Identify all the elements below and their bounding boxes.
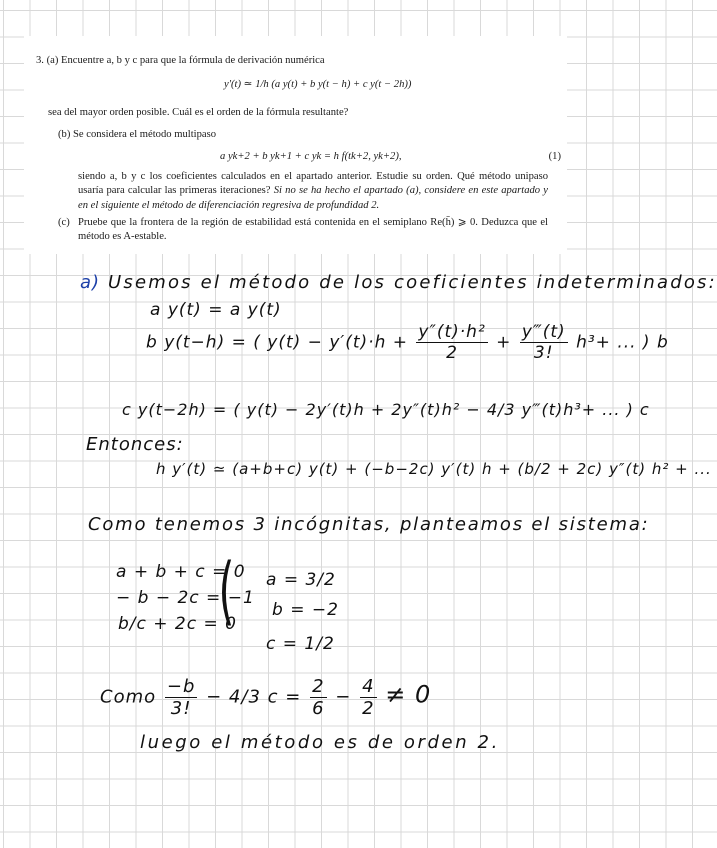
- not-equal-zero: ≠ 0: [385, 680, 432, 709]
- expansion-c: c y(t−2h) = ( y(t) − 2y′(t)h + 2y″(t)h² − 4/3 y‴(t)h³+ ... ) c: [122, 400, 650, 419]
- system-brace: (: [218, 548, 235, 634]
- system-eq-1: a + b + c = 0: [116, 562, 246, 582]
- system-eq-3: b/c + 2c = 0: [118, 614, 237, 634]
- method-intro: Usemos el método de los coeficientes indeterminados:: [108, 272, 717, 293]
- solution-b: b = −2: [272, 600, 339, 620]
- check-mid: − 4/3 c =: [206, 686, 302, 708]
- part-b-label: (b): [58, 129, 71, 140]
- equation-number: (1): [548, 151, 561, 162]
- part-a-text: Encuentre a, b y c para que la fórmula de derivación numérica: [61, 55, 325, 66]
- expansion-a: a y(t) = a y(t): [150, 300, 282, 320]
- expansion-b-lead: b y(t−h) = ( y(t) − y′(t)·h +: [146, 332, 409, 353]
- expansion-b-fraction-1: $\frac{\text{y″(t)·h²}}{2}$: [418, 322, 486, 363]
- solution-c: c = 1/2: [266, 634, 335, 654]
- part-a-label: (a): [46, 55, 59, 66]
- exercise-statement: [24, 36, 567, 254]
- check-fraction-1: $\frac{-b}{3!}$: [166, 676, 196, 719]
- problem-number: 3.: [36, 55, 44, 66]
- check-lead: Como: [100, 686, 157, 708]
- part-a-formula: y′(t) ≃ 1/h (a y(t) + b y(t − h) + c y(t − 2h)): [224, 79, 412, 90]
- part-c-label: (c): [58, 217, 70, 228]
- system-intro: Como tenemos 3 incógnitas, planteamos el sistema:: [88, 514, 650, 535]
- solution-a: a = 3/2: [266, 570, 336, 590]
- part-b-formula: a yk+2 + b yk+1 + c yk = h f(tk+2, yk+2),: [220, 151, 402, 162]
- conclusion: luego el método es de orden 2.: [140, 732, 500, 753]
- check-fraction-2: $\frac{2}{6}$: [312, 676, 325, 719]
- expansion-b-tail: h³+ ... ) b: [576, 332, 669, 353]
- check-term: Como $\frac{-b}{3!}$ − 4/3 c = $\frac{2}{6}$ − $\frac{4}{2}$ ≠ 0: [100, 676, 432, 719]
- part-a-after: sea del mayor orden posible. Cuál es el orden de la fórmula resultante?: [48, 107, 349, 118]
- answer-part-label: a): [80, 272, 101, 293]
- part-b-after: siendo a, b y c los coeficientes calculados en el apartado anterior. Estudie su orden. Qué método unipaso usaría para calcular las primeras iteraciones?: [78, 171, 548, 197]
- part-c-text: Pruebe que la frontera de la región de estabilidad está contenida en el semiplano Re(h̄) ⩾ 0. Deduzca que el método es A-estable.: [78, 217, 548, 243]
- part-b-text: Se considera el método multipaso: [73, 129, 217, 140]
- expansion-b: b y(t−h) = ( y(t) − y′(t)·h + $\frac{\text{y″(t)·h²}}{2}$ + $\frac{y‴(t)}{3!}$ h³+ ... ) b: [146, 322, 669, 363]
- then-label: Entonces:: [86, 434, 184, 455]
- combined-expansion: h y′(t) ≃ (a+b+c) y(t) + (−b−2c) y′(t) h + (b/2 + 2c) y″(t) h² + ...: [156, 460, 712, 478]
- system-eq-2: − b − 2c = −1: [116, 588, 255, 608]
- part-b-italic-note: Si no se ha hecho el apartado (a), considere en este apartado y en el siguiente el método de diferenciación regresiva de profundidad 2.: [78, 185, 549, 211]
- expansion-b-fraction-2: $\frac{y‴(t)}{3!}$: [521, 322, 566, 363]
- part-b-paragraph: [78, 170, 548, 213]
- check-fraction-3: $\frac{4}{2}$: [362, 676, 375, 719]
